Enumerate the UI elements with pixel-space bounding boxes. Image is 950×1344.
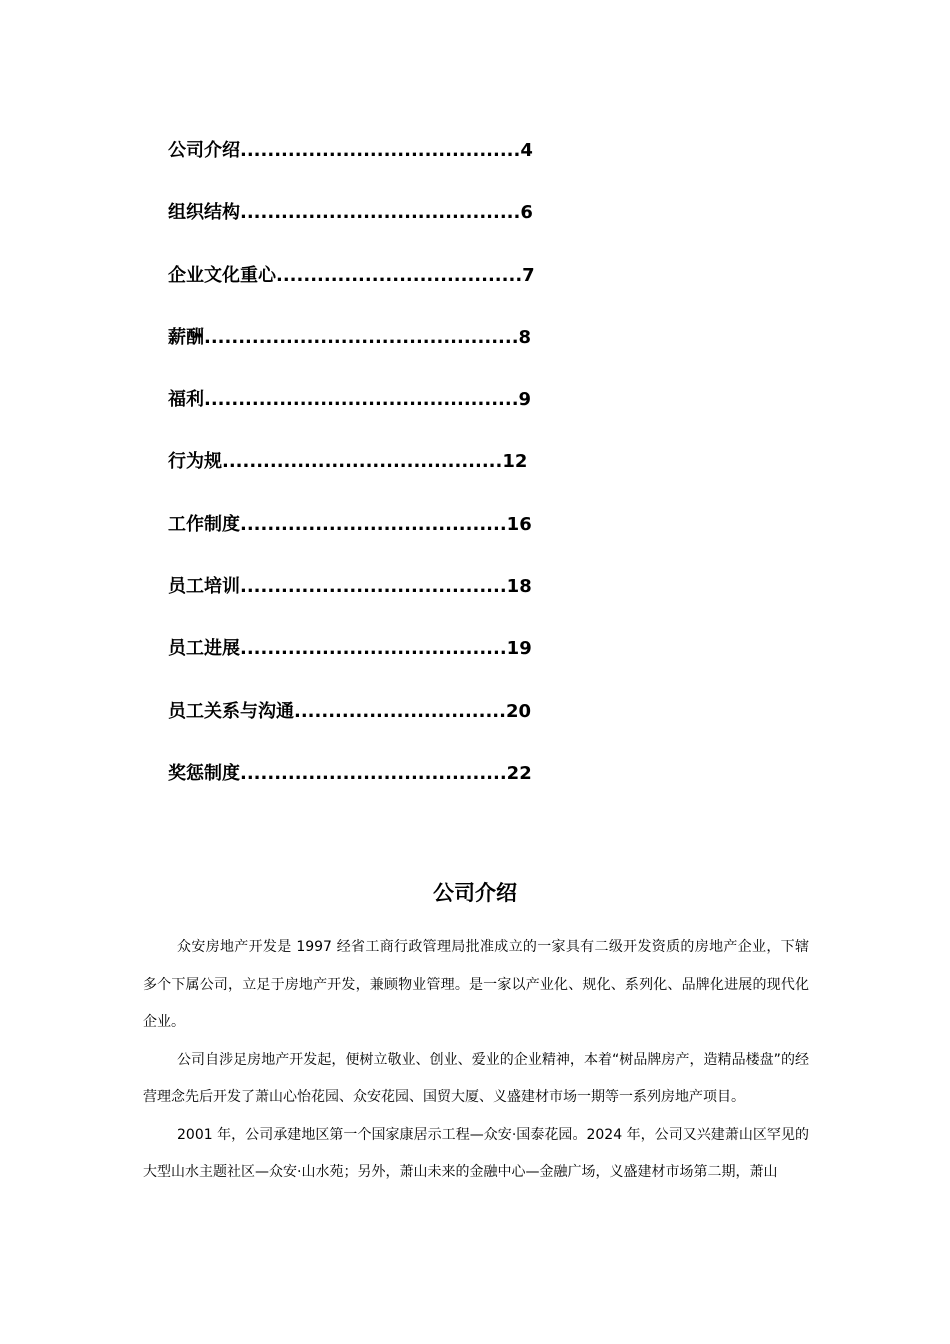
toc-entry-salary[interactable]: 薪酬..............................................8 bbox=[168, 326, 532, 348]
table-of-contents bbox=[168, 136, 568, 821]
paragraph: 2001 年，公司承建地区第一个国家康居示工程—众安·国泰花园。2024 年，公司又兴建萧山区罕见的大型山水主题社区—众安·山水苑；另外，萧山未来的金融中心—金融广场，义盛建材市场第二期，萧山 bbox=[143, 1126, 809, 1180]
toc-entry-org-structure[interactable]: 组织结构.........................................6 bbox=[168, 202, 533, 224]
toc-entry-work-rules[interactable]: 工作制度.......................................16 bbox=[168, 513, 532, 535]
paragraph: 公司自涉足房地产开发起，便树立敬业、创业、爱业的企业精神，本着“树品牌房产，造精品楼盘”的经营理念先后开发了萧山心怡花园、众安花园、国贸大厦、义盛建材市场一期等一系列房地产项目。 bbox=[143, 1051, 809, 1105]
toc-entry-code-of-conduct[interactable]: 行为规.........................................12 bbox=[168, 451, 528, 473]
toc-entry-corporate-culture[interactable]: 企业文化重心....................................7 bbox=[168, 264, 535, 286]
toc-entry-company-intro[interactable]: 公司介绍.........................................4 bbox=[168, 140, 533, 161]
paragraph: 众安房地产开发是 1997 经省工商行政管理局批准成立的一家具有二级开发资质的房地产企业，下辖多个下属公司，立足于房地产开发，兼顾物业管理。是一家以产业化、规化、系列化、品牌化进展的现代化企业。 bbox=[143, 939, 809, 1030]
toc-entry-benefits[interactable]: 福利..............................................9 bbox=[168, 389, 532, 411]
toc-entry-development[interactable]: 员工进展.......................................19 bbox=[168, 638, 532, 660]
section-body bbox=[143, 929, 809, 1192]
toc-entry-relations[interactable]: 员工关系与沟通...............................20 bbox=[168, 700, 532, 722]
toc-entry-training[interactable]: 员工培训.......................................18 bbox=[168, 576, 532, 598]
toc-entry-rewards-penalties[interactable]: 奖惩制度.......................................22 bbox=[168, 762, 532, 784]
section-heading: 公司介绍 bbox=[433, 881, 517, 905]
